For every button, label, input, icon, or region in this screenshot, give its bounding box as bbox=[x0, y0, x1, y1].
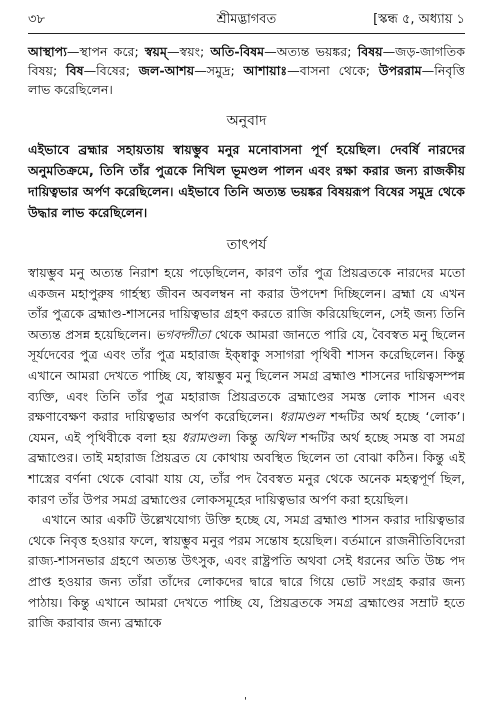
page-header bbox=[28, 10, 465, 32]
page-number: ৩৮ bbox=[28, 12, 45, 27]
purport-body bbox=[28, 263, 465, 634]
purport-italic: ভগবদ্গীতা bbox=[155, 326, 211, 342]
page-content bbox=[28, 42, 465, 634]
chapter-reference: [স্কন্ধ ৫, অধ্যায় ১ bbox=[373, 12, 465, 27]
gloss-meaning: —বিষের; bbox=[83, 63, 139, 78]
translation-heading: অনুবাদ bbox=[226, 113, 267, 129]
gloss-term: অতি-বিষম bbox=[210, 44, 265, 59]
purport-paragraph-1 bbox=[28, 263, 465, 510]
purport-paragraph-2: এখানে আর একটি উল্লেখযোগ্য উক্তি হচ্ছে যে, সমগ্র ব্রহ্মাণ্ড শাসন করার দায়িত্বভার থেকে নিবৃত্ত হওয়ার ফলে, স্বায়ম্ভুব মনুর পরম সন্তোষ হয়েছিল। বর্তমানে রাজনীতিবিদেরা রাজ্য-শাসনভার গ্রহণে অত্যন্ত উৎসুক, এবং রাষ্ট্রপতি অথবা সেই ধরনের অতি উচ্চ পদ প্রাপ্ত হওয়ার জন্য তাঁরা তাঁদের লোকদের দ্বারে দ্বারে গিয়ে ভোট সংগ্রহ করার জন্য পাঠায়। কিন্তু এখানে আমরা দেখতে পাচ্ছি যে, প্রিয়ব্রতকে সমগ্র ব্রহ্মাণ্ডের সম্রাট হতে রাজি করাবার জন্য ব্রহ্মাকে bbox=[28, 512, 465, 631]
purport-text: শব্দটির অর্থ হচ্ছে ‘লোক’। যেমন, এই পৃথিবীকে বলা হয় bbox=[28, 409, 465, 445]
purport-text: শব্দটির অর্থ হচ্ছে সমস্ত বা সমগ্র ব্রহ্মাণ্ডের। তাই মহারাজ প্রিয়ব্রত যে কোথায় অবস্থিত ছিলেন তা বোঝা কঠিন। কিন্তু এই শাস্ত্রের বর্ণনা থেকে বোঝা যায় যে, তাঁর পদ বৈবস্বত মনুর থেকে অনেক মহত্বপূর্ণ ছিল, কারণ তাঁর উপর সমগ্র ব্রহ্মাণ্ডের লোকসমূহের দায়িত্বভার অর্পণ করা হয়েছিল। bbox=[28, 429, 465, 507]
purport-italic: অখিল bbox=[263, 429, 296, 445]
header-rule bbox=[28, 33, 465, 34]
purport-text: । কিন্তু bbox=[226, 429, 264, 445]
gloss-term: জল-আশয় bbox=[138, 63, 195, 78]
gloss-term: উপররাম bbox=[378, 63, 422, 78]
purport-text: থেকে আমরা জানতে পারি যে, বৈবস্বত মনু ছিলেন সূর্যদেবের পুত্র এবং তাঁর পুত্র মহারাজ ইক্ষ্বাকু সসাগরা পৃথিবী শাসন করেছিলেন। কিন্তু এখানে আমরা দেখতে পাচ্ছি যে, স্বায়ম্ভুব মনু ছিলেন সমগ্র ব্রহ্মাণ্ড শাসনের দায়িত্বসম্পন্ন ব্যক্তি, এবং তিনি তাঁর পুত্র মহারাজ প্রিয়ব্রতকে ব্রহ্মাণ্ডের সমস্ত লোক শাসন এবং রক্ষণাবেক্ষণ করার দায়িত্বভার অর্পণ করেছিলেন। bbox=[28, 326, 465, 425]
gloss-term: আশায়াঃ bbox=[243, 63, 288, 78]
gloss-term: স্বয়ম্ bbox=[144, 44, 167, 59]
gloss-meaning: —জড়-জাগতিক বিষয়; bbox=[28, 44, 466, 78]
gloss-meaning: —স্বয়ং; bbox=[166, 44, 211, 59]
gloss-meaning: —অত্যন্ত ভয়ঙ্কর; bbox=[264, 44, 358, 59]
gloss-term: আস্থাপ্য bbox=[28, 44, 67, 59]
gloss-meaning: —সমুদ্র; bbox=[194, 63, 244, 78]
word-glossary bbox=[28, 42, 465, 99]
purport-italic: ধরামণ্ডল bbox=[181, 429, 227, 445]
footer-mark: ' bbox=[244, 696, 247, 707]
purport-italic: ধরামণ্ডল bbox=[279, 409, 325, 425]
gloss-meaning: —নিবৃত্তি লাভ করেছিলেন। bbox=[28, 63, 465, 97]
gloss-term: বিষ bbox=[66, 63, 84, 78]
purport-text: স্বায়ম্ভুব মনু অত্যন্ত নিরাশ হয়ে পড়েছিলেন, কারণ তাঁর পুত্র প্রিয়ব্রতকে নারদের মতো একজন মহাপুরুষ গার্হস্থ্য জীবন অবলম্বন না করার উপদেশ দিচ্ছিলেন। ব্রহ্মা যে এখন তাঁর পুত্রকে ব্রহ্মাণ্ড-শাসনের দায়িত্বভার গ্রহণ করতে রাজি করিয়েছিলেন, সেই জন্য তিনি অত্যন্ত প্রসন্ন হয়েছিলেন। bbox=[28, 265, 465, 342]
purport-heading: তাৎপর্য bbox=[226, 237, 267, 253]
gloss-meaning: —বাসনা থেকে; bbox=[287, 63, 379, 78]
running-title: শ্রীমদ্ভাগবত bbox=[216, 12, 277, 27]
gloss-meaning: —স্থাপন করে; bbox=[66, 44, 145, 59]
translation-text: এইভাবে ব্রহ্মার সহায়তায় স্বায়ম্ভুব মনুর মনোবাসনা পূর্ণ হয়েছিল। দেবর্ষি নারদের অনুমতিক্রমে, তিনি তাঁর পুত্রকে নিখিল ভূমণ্ডল পালন এবং রক্ষা করার জন্য রাজকীয় দায়িত্বভার অর্পণ করেছিলেন। এইভাবে তিনি অত্যন্ত ভয়ঙ্কর বিষয়রূপ বিষের সমুদ্র থেকে উদ্ধার লাভ করেছিলেন। bbox=[28, 142, 465, 220]
gloss-term: বিষয় bbox=[357, 44, 383, 59]
